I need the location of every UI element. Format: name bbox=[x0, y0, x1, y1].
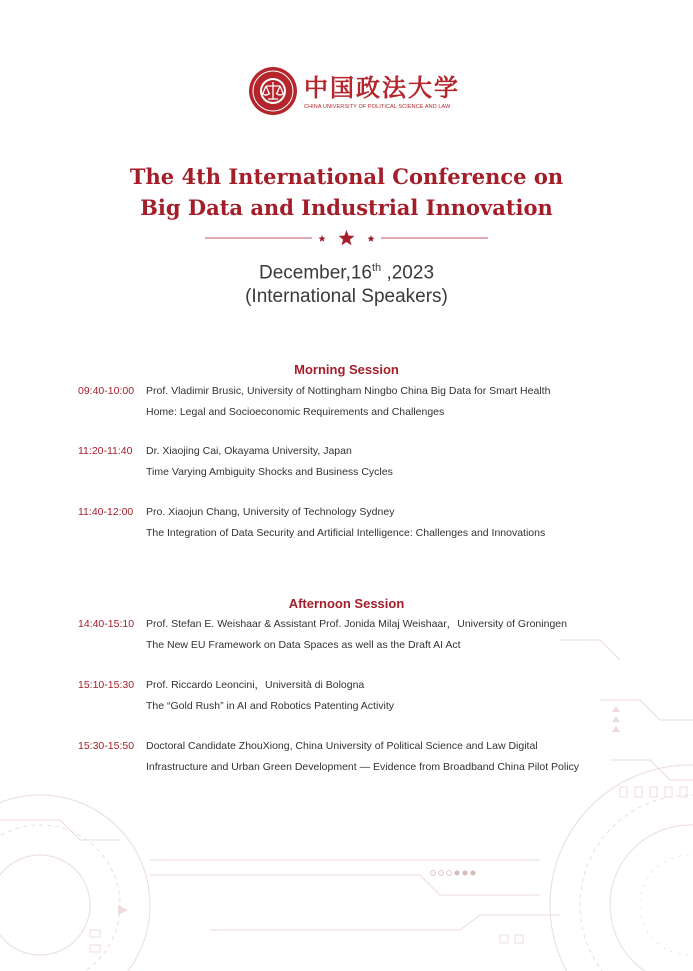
entry-speaker: Dr. Xiaojing Cai, Okayama University, Japan bbox=[146, 445, 352, 457]
large-star-icon bbox=[339, 230, 355, 245]
entry-time: 11:40-12:00 bbox=[78, 506, 134, 518]
university-seal-icon bbox=[248, 66, 298, 116]
conference-title-line-2: Big Data and Industrial Innovation bbox=[140, 195, 553, 220]
small-star-icon bbox=[319, 235, 326, 242]
entry-topic: The New EU Framework on Data Spaces as well as the Draft AI Act bbox=[146, 639, 461, 651]
small-star-icon bbox=[368, 235, 375, 242]
entry-topic: Home: Legal and Socioeconomic Requirements and Challenges bbox=[146, 406, 445, 418]
entry-speaker: Doctoral Candidate ZhouXiong, China University of Political Science and Law Digital bbox=[146, 740, 538, 752]
entry-topic: The Integration of Data Security and Artificial Intelligence: Challenges and Innovations bbox=[146, 527, 546, 539]
entry-speaker: Prof. Vladimir Brusic, University of Nottingham Ningbo China Big Data for Smart Health bbox=[146, 385, 551, 397]
entry-topic: Time Varying Ambiguity Shocks and Business Cycles bbox=[146, 466, 393, 478]
entry-speaker: Prof. Riccardo Leoncini，Università di Bologna bbox=[146, 679, 365, 691]
conference-date: December,16th ,2023 bbox=[258, 262, 435, 284]
entry-time: 11:20-11:40 bbox=[78, 445, 133, 457]
morning-session-title: Morning Session bbox=[294, 362, 399, 377]
logo-english-name: CHINA UNIVERSITY OF POLITICAL SCIENCE AND LAW bbox=[304, 104, 451, 110]
conference-title-line-1: The 4th International Conference on bbox=[129, 164, 564, 189]
entry-time: 14:40-15:10 bbox=[78, 618, 135, 630]
speakers-subtitle: (International Speakers) bbox=[245, 286, 448, 307]
entry-speaker: Pro. Xiaojun Chang, University of Technology Sydney bbox=[146, 506, 395, 518]
entry-speaker: Prof. Stefan E. Weishaar & Assistant Prof. Jonida Milaj Weishaar，University of Groningen bbox=[146, 618, 567, 630]
entry-topic: Infrastructure and Urban Green Development — Evidence from Broadband China Pilot Policy bbox=[146, 761, 580, 773]
entry-time: 15:10-15:30 bbox=[78, 679, 135, 691]
entry-time: 15:30-15:50 bbox=[78, 740, 135, 752]
entry-topic: The “Gold Rush” in AI and Robotics Patenting Activity bbox=[146, 700, 395, 712]
entry-time: 09:40-10:00 bbox=[78, 385, 135, 397]
afternoon-session-title: Afternoon Session bbox=[288, 596, 405, 611]
logo-chinese-name: 中国政法大学 bbox=[304, 73, 460, 102]
university-logo bbox=[248, 66, 508, 118]
title-divider-stars bbox=[200, 229, 493, 247]
